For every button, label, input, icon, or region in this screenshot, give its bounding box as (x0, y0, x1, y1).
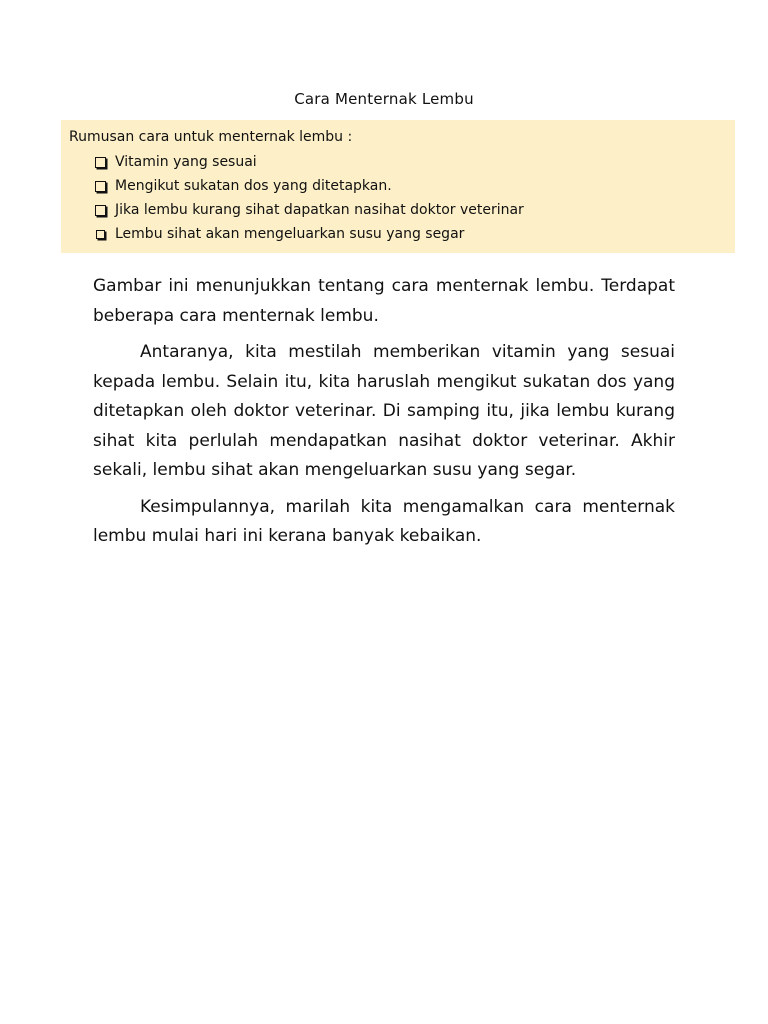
checkbox-bullet-icon (95, 181, 106, 192)
list-item-text: Jika lembu kurang sihat dapatkan nasihat doktor veterinar (115, 202, 524, 218)
paragraph-main: Antaranya, kita mestilah memberikan vitamin yang sesuai kepada lembu. Selain itu, kita haruslah mengikut sukatan dos yang ditetapkan oleh doktor veterinar. Di samping itu, jika lembu kurang sihat kita perlulah mendapatkan nasihat doktor veterinar. Akhir sekali, lembu sihat akan mengeluarkan susu yang segar. (93, 342, 675, 480)
list-item (95, 222, 735, 246)
list-item (95, 174, 735, 198)
list-item-text: Lembu sihat akan mengeluarkan susu yang segar (115, 226, 465, 242)
page-title: Cara Menternak Lembu (294, 90, 474, 108)
checkbox-bullet-icon (95, 205, 106, 216)
list-item-text: Mengikut sukatan dos yang ditetapkan. (115, 178, 392, 194)
paragraph-intro: Gambar ini menunjukkan tentang cara menternak lembu. Terdapat beberapa cara menternak lembu. (93, 276, 675, 326)
checkbox-bullet-icon (96, 230, 105, 239)
summary-box (61, 120, 735, 253)
summary-list (69, 150, 735, 246)
list-item (95, 150, 735, 174)
checkbox-bullet-icon (95, 157, 106, 168)
list-item-text: Vitamin yang sesuai (115, 154, 257, 170)
paragraph-conclusion: Kesimpulannya, marilah kita mengamalkan cara menternak lembu mulai hari ini kerana banyak kebaikan. (93, 496, 675, 546)
summary-heading: Rumusan cara untuk menternak lembu : (69, 129, 353, 145)
body-text (93, 272, 675, 559)
list-item (95, 198, 735, 222)
